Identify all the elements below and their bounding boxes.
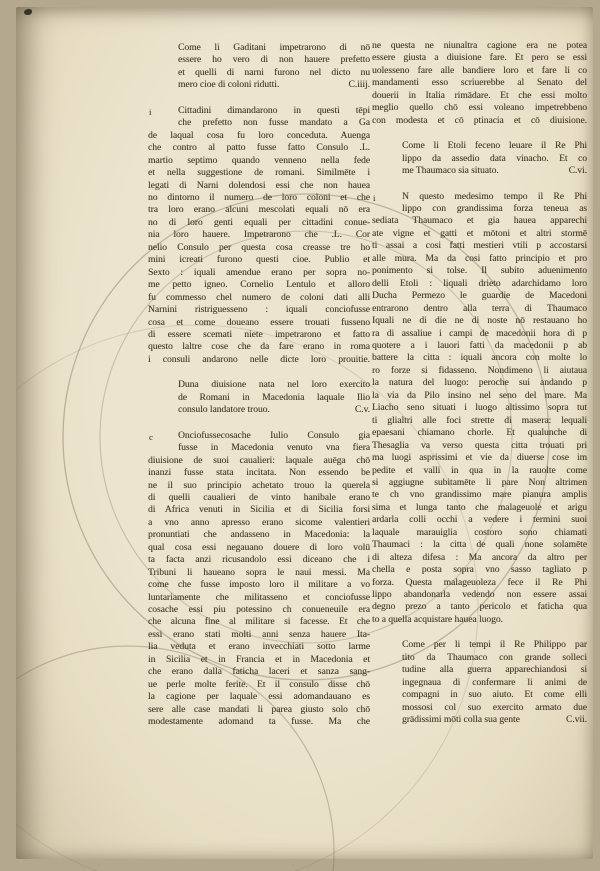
paragraph xyxy=(372,40,587,127)
text-line: legati di Narni dolendosi essi che non hauea xyxy=(148,179,370,191)
text-line: la via da Pilo insino nel seno del mare. Ma xyxy=(372,389,587,401)
text-line: di Africa venuti in Sicilia et di Sicilia forsi xyxy=(148,504,370,516)
text-line: epaesani chiamano chorle. Et qualunche di xyxy=(372,427,587,439)
text-line: Narnini ristriguesseno : iquali conciofusse xyxy=(148,304,370,316)
text-line: essere ho vero di non hauere prefetto xyxy=(178,54,370,66)
text-line: mossosi col suo exercito armato due xyxy=(402,701,587,713)
text-line: ponimento si tolse. Il subito aduenimento xyxy=(372,265,587,277)
paragraph xyxy=(148,105,370,367)
text-line: che prefetto non fusse mandato a Ga xyxy=(178,117,370,129)
text-line: chella e posta sopra vno sasso tagliato p xyxy=(372,564,587,576)
text-line: ta facta anzi ricusandolo essi diceano che i xyxy=(148,554,370,566)
text-line: di alteza difesa : Ma ancora da altro per xyxy=(372,551,587,563)
heading-text: grādissimi mōti colla sua gente xyxy=(402,714,520,726)
rubricator-guide-letter: c xyxy=(149,431,153,442)
text-line: nelio Consulo per questa cosa creasse tre ho xyxy=(148,241,370,253)
text-line: che alcuna fine al militare si facesse. Et che xyxy=(148,616,370,628)
chapter-heading xyxy=(372,639,587,726)
text-line xyxy=(178,404,370,416)
text-line: meglio quello chō essi voleano impetrebbeno xyxy=(372,102,587,114)
heading-text: me Thaumaco sia situato. xyxy=(402,165,499,177)
heading-text: mero cioe di coloni ridutti. xyxy=(178,79,280,91)
text-line: essere giusta a diuisione fare. Et pero se essi xyxy=(372,52,587,64)
text-line: martio septimo quando venneno nella fede xyxy=(148,154,370,166)
rubricator-guide-letter: i xyxy=(149,106,152,117)
text-line: Cittadini dimandarono in questi tēpi xyxy=(178,104,370,116)
text-line: et nella suggestione de romani. Similmēte i xyxy=(148,167,370,179)
text-line: no di loro genti equali per cittadini conue- xyxy=(148,216,370,228)
text-line: Tribuni li haueano sopra le naui messi. Ma xyxy=(148,566,370,578)
text-line: Sexto : iquali amendue erano per sopra no- xyxy=(148,266,370,278)
chapter-heading xyxy=(372,140,587,177)
text-line: come che fusse imposto loro il militare a vo xyxy=(148,579,370,591)
text-line: Thaumaci : la citta de quali none solamēte xyxy=(372,539,587,551)
text-line: de Romani in Macedonia laquale Ilio xyxy=(178,391,370,403)
text-line: laquale marauiglia costoro sono chiamati xyxy=(372,526,587,538)
chapter-heading xyxy=(148,379,370,416)
text-line xyxy=(402,714,587,726)
text-column-right xyxy=(372,40,587,727)
text-line: lia veduta et erano invecchiati sotto larme xyxy=(148,641,370,653)
text-line: che contro al patto fusse fatto Consulo .L. xyxy=(148,142,370,154)
text-line: con modesta et cō ptinacia et cō diuisione. xyxy=(372,114,587,126)
text-line: tudine alla guerra apparechiandosi si xyxy=(402,664,587,676)
text-line: si aggiugne subitamēte li pare Non altrimen xyxy=(372,476,587,488)
text-line: lippo con grandissima forza teneua as xyxy=(402,202,587,214)
text-line: quotere a i lauori fatti da macedonii p ab xyxy=(372,339,587,351)
text-line: ma luogi asprissimi et vie da diuerse cose im xyxy=(372,452,587,464)
text-line: modestamente adomand ta fusse. Ma che xyxy=(148,716,370,728)
chapter-number: C.vii. xyxy=(565,714,587,726)
text-line: di essere scemati niete impetrarono et fatto xyxy=(148,328,370,340)
text-line: Come li Etoli feceno leuare il Re Phi xyxy=(402,140,587,152)
text-line: ro forze si fidasseno. Nondimeno li aiutaua xyxy=(372,364,587,376)
text-line: ti assai a cosi fatti mestieri vtili p accostarsi xyxy=(372,240,587,252)
text-line: ti glialtri alle foci strette di masera: lequali xyxy=(372,414,587,426)
text-line: te ch vno grandissimo mare pianura amplis xyxy=(372,489,587,501)
text-line: in Sicilia et in Francia et in Macedonia et xyxy=(148,653,370,665)
text-line: i consuli andarono nelle dicte loro prouitie. xyxy=(148,353,370,365)
text-line: ate vigne et gatti et mōtoni et altri stormē xyxy=(372,227,587,239)
text-line: degno prezo a tanto pericolo et faticha qua xyxy=(372,601,587,613)
text-line: et quelli di narni furono nel dicto nu xyxy=(178,66,370,78)
text-line: pronuntiati che andasseno in Macedonia: la xyxy=(148,529,370,541)
text-line: de laqual cosa fu loro conceduta. Auenga xyxy=(148,129,370,141)
text-line: Come li Gaditani impetrarono di nō xyxy=(178,42,370,53)
text-line: di quelli caualieri de vinto hanibale erano xyxy=(148,491,370,503)
chapter-heading xyxy=(148,42,370,92)
chapter-number: C.v. xyxy=(354,404,370,416)
text-line: no dintorno il numero de loro coloni et che xyxy=(148,191,370,203)
text-line: sima et lunga tanto che malageuole et arigu xyxy=(372,501,587,513)
text-line: essi erano stati molti anni senza hauere Ita- xyxy=(148,628,370,640)
rubricator-guide-letter: i xyxy=(373,192,376,203)
text-line: diuisione de suoi caualieri: laquale auēga chō xyxy=(148,454,370,466)
text-line: mini icreati furono questi cioe. Publio et xyxy=(148,254,370,266)
text-line: entrarono dentro alla terra di Thaumaco xyxy=(372,302,587,314)
text-column-left xyxy=(148,42,370,729)
text-line: mandamenti esso scriuerebbe al Senato del xyxy=(372,77,587,89)
text-line: Onciofussecosache Iulio Consulo gia xyxy=(178,429,370,441)
text-line xyxy=(178,79,370,91)
text-line: uolesseno fare alle bandiere loro et fare li co xyxy=(372,64,587,76)
text-line: questo laltre cose che da fare erano in roma xyxy=(148,341,370,353)
text-line: la cagione per laquale essi adomandauano es xyxy=(148,691,370,703)
paragraph xyxy=(148,430,370,729)
chapter-number: C.vi. xyxy=(568,165,587,177)
text-line: alle mura. Ma da cosi fatto principio et pro xyxy=(372,252,587,264)
text-line: la natura del luogo: peroche sui andando p xyxy=(372,377,587,389)
text-line: pedite et valli in qua in la rauolte come xyxy=(372,464,587,476)
text-line: lippo da assedio data vinacho. Et co xyxy=(402,152,587,164)
text-line: ne questa ne niunaltra cagione era ne potea xyxy=(372,40,587,51)
text-line: sere alle case mandati li parea giusto solo chō xyxy=(148,703,370,715)
text-line: delli Etoli : liquali drieto adarchidamo loro xyxy=(372,277,587,289)
text-line: ingegnaua di confermare li animi de xyxy=(402,676,587,688)
paragraph xyxy=(372,191,587,627)
text-line: Duna diuisione nata nel loro exercito xyxy=(178,379,370,391)
text-line xyxy=(402,165,587,177)
text-line: cosache essi piu potessino ch conueneuile era xyxy=(148,604,370,616)
text-line: ne il suo principio achetato trouo la querela xyxy=(148,479,370,491)
text-line: sediata Thaumaco et gia hauea apparechi xyxy=(372,215,587,227)
text-line: tito da Thaumaco con grande solleci xyxy=(402,651,587,663)
text-line: tra loro erano alcuni mescolati equali nō era xyxy=(148,204,370,216)
text-line: che erano dalla faticha laceri et sanza sang- xyxy=(148,666,370,678)
text-line: fusse in Macedonia venuto vna fiera xyxy=(178,442,370,454)
text-line: a vno anno apresso erano sicome valentieri xyxy=(148,516,370,528)
text-line: Come per li tempi il Re Philippo par xyxy=(402,639,587,651)
text-line: Thesaglia va verso questa citta trouati pri xyxy=(372,439,587,451)
text-line: Ducha Permezo le guardie de Macedoni xyxy=(372,290,587,302)
heading-text: consulo landatore trouo. xyxy=(178,404,270,416)
text-line: qual cosa essi negauano douere di loro volū xyxy=(148,541,370,553)
text-line: lippo abandonarla vedendo non essere assai xyxy=(372,589,587,601)
text-line: ra di assaliue i campi de macedonii hora di p xyxy=(372,327,587,339)
text-line: forza. Questa malageuoleza fece il Re Phi xyxy=(372,576,587,588)
chapter-number: C.iiij. xyxy=(348,79,370,91)
text-line: Iquali ne di die ne di noste nō restauano ho xyxy=(372,315,587,327)
text-line: Liacho seno situati i luogo altissimo sopra tut xyxy=(372,402,587,414)
text-line: nia loro hauere. Impetrarono che .L. Cor xyxy=(148,229,370,241)
text-line: N questo medesimo tempo il Re Phi xyxy=(402,190,587,202)
text-line: fu commesso chel numero de coloni dati alli xyxy=(148,291,370,303)
text-line: battere la citta : iquali ancora con molte lo xyxy=(372,352,587,364)
text-line: to a quella acquistare hauea luogo. xyxy=(372,613,503,625)
text-line: ue perle molte ferite. Et il consulo disse chō xyxy=(148,678,370,690)
text-line: cosa et come doueano essere trouati fusseno xyxy=(148,316,370,328)
text-line: luntariamente che militasseno et conciofusse xyxy=(148,591,370,603)
text-line: me petto igneo. Cornelio Lentulo et alloro xyxy=(148,279,370,291)
text-line: douerii in Italia rimādare. Et che essi molto xyxy=(372,89,587,101)
text-line: compagni in suo aiuto. Et come elli xyxy=(402,689,587,701)
text-line: ardarla colli occhi a vedere i termini suoi xyxy=(372,514,587,526)
text-line: inanzi fusse stata incitata. Non essendo be xyxy=(148,467,370,479)
